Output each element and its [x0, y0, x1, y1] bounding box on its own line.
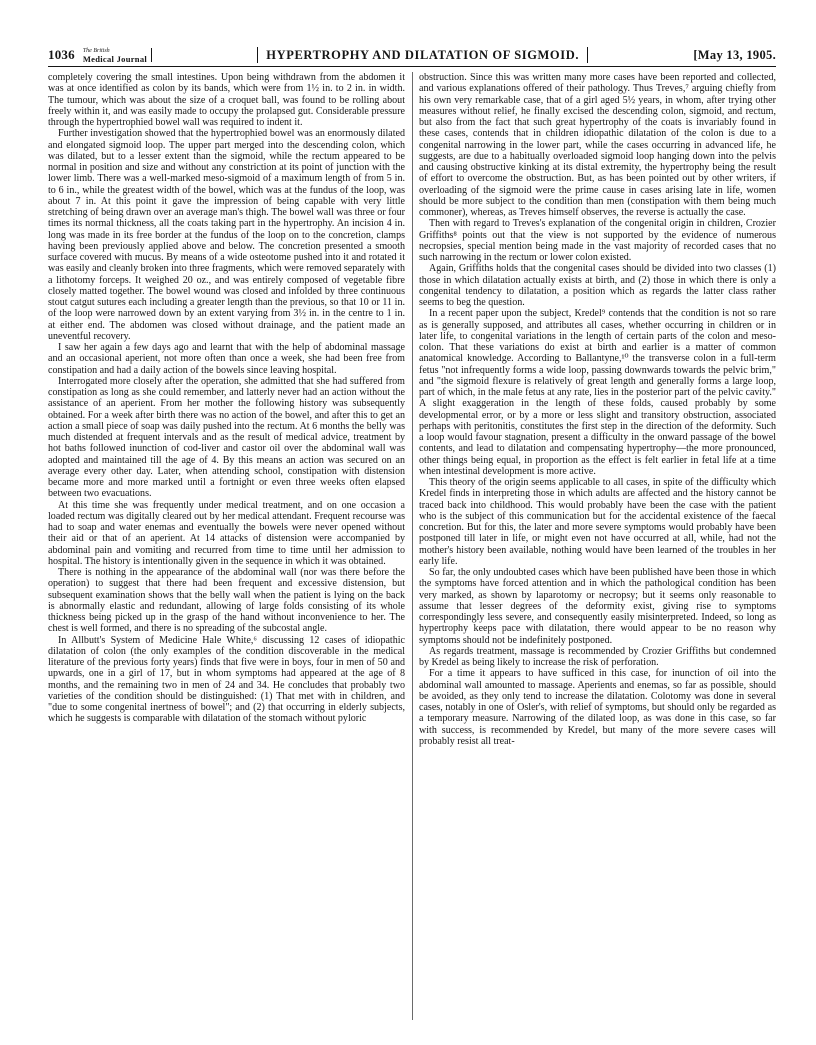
paragraph: I saw her again a few days ago and learnt that with the help of abdominal massage and an occasional aperient, not more often than once a week, she had been free from constipation and had a daily action of the bowels since leaving hospital.	[48, 342, 405, 376]
running-title: HYPERTROPHY AND DILATATION OF SIGMOID.	[257, 47, 588, 63]
paragraph: completely covering the small intestines. Upon being withdrawn from the abdomen it was at once identified as colon by its bands, which were from 1½ in. to 2 in. in width. The tumour, which was about the size of a croquet ball, was found to be rolling about freely within it, and was easily made to occupy the prolapsed gut. Considerable pressure through the hypertrophied bowel wall was required to indent it.	[48, 72, 405, 128]
column-divider	[412, 72, 413, 1020]
paragraph: Then with regard to Treves's explanation of the congenital origin in children, Crozier Griffiths⁸ points out that the view is not supported by the evidence of numerous necropsies, special mention being made in the vast majority of recorded cases that no such narrowing in the rectum or lower colon existed.	[419, 218, 776, 263]
paragraph: At this time she was frequently under medical treatment, and on one occasion a loaded rectum was digitally cleared out by her medical attendant. Frequent recourse was had to soap and water enemas and eventually the bowels were never opened without their aid or that of an aperient. At 14 attacks of distension were accompanied by abdominal pain and vomiting and recurred from time to time until her admission to hospital. The history is intentionally given in the sequence in which it was obtained.	[48, 499, 405, 567]
left-column	[48, 72, 405, 1022]
paragraph: Interrogated more closely after the operation, she admitted that she had suffered from constipation as long as she could remember, and latterly never had an action without the assistance of an aperient. From her mother the following history was subsequently obtained. For a week after birth there was no action of the bowel, and after this to get an action a small piece of soap was daily pushed into the rectum. At 6 months the belly was much distended at frequent intervals and as the result of medical advice, treatment by hot baths followed inunction of cod-liver and castor oil over the abdominal wall was adopted and maintained till the age of 4. By this means an action was secured on an average every other day. Later, when attending school, constipation with distension became more and more marked until a fortnight or even three weeks often elapsed between two evacuations.	[48, 375, 405, 500]
journal-mark-big: Medical Journal	[82, 54, 148, 64]
paragraph: obstruction. Since this was written many more cases have been reported and collected, and various explanations offered of their pathology. Thus Treves,⁷ arguing chiefly from his own very remarkable case, that of a girl aged 5½ years, in whom, after trying other measures without relief, he finally excised the descending colon, sigmoid, and rectum, but also from the fact that such great hypertrophy of the coats is invariably found in these cases, contends that in children idiopathic dilatation of the colon is due to a congenital narrowing in the lower part, while the cases occurring in advanced life, he suggests, are due to a habitually overloaded sigmoid loop hanging down into the pelvis and causing obstructive kinking at its distal extremity, the hypertrophy being the result of effort to overcome the obstruction. But, as has been pointed out by other writers, if overloading of the sigmoid were the prime cause in cases arising late in life, women should be more subject to the condition than men (constipation with them being much commoner), whereas, as Treves himself observes, the reverse is actually the case.	[419, 72, 776, 218]
paragraph: Again, Griffiths holds that the congenital cases should be divided into two classes (1) those in which dilatation actually exists at birth, and (2) those in which there is only a congenital tendency to dilatation, a position which as regards the latter class rather seems to beg the question.	[419, 263, 776, 308]
page-number: 1036	[48, 47, 75, 62]
page-header	[48, 44, 776, 67]
paragraph: As regards treatment, massage is recommended by Crozier Griffiths but condemned by Kredel as being likely to increase the risk of perforation.	[419, 645, 776, 668]
journal-masthead-mark	[83, 48, 152, 62]
paragraph: In a recent paper upon the subject, Kredel⁹ contends that the condition is not so rare as is generally supposed, and attributes all cases, whether occurring in children or in later life, to congenital variations in the length of certain parts of the colon and meso-colon. That these variations do exist at birth and earlier is a matter of common anatomical knowledge. According to Ballantyne,¹⁰ the transverse colon in a full-term fetus "not infrequently forms a wide loop, passing downwards towards the pelvic brim," and "the sigmoid flexure is relatively of great length and generally forms a large loop, part of which, in the male fetus at any rate, lies in the posterior part of the pelvic cavity." A slight exaggeration in the length of these folds, caused probably by some developmental error, or by a more or less slight and transitory obstruction, associated perhaps with peritonitis, constitutes the first step in the direction of the deformity. Such a loop would favour stagnation, present a difficulty in the onward passage of the bowel contents, and lead to dilatation and compensating hypertrophy—the more pronounced, other things being equal, in proportion as the effect is felt earlier in fetal life at a time when intestinal development is more active.	[419, 308, 776, 477]
right-column	[419, 72, 776, 1022]
paragraph: In Allbutt's System of Medicine Hale White,⁶ discussing 12 cases of idiopathic dilatation of colon (the only examples of the condition discoverable in the medical literature of the previous forty years) finds that five were in boys, four in men of 50 and upwards, one in a girl of 17, but in whom symptoms had appeared at the age of 8 months, and the remaining two in men of 24 and 34. He concludes that probably two varieties of the condition should be distinguished: (1) That met with in children, and "due to some congenital inertness of bowel"; and (2) that occurring in elderly subjects, which he suggests is comparable with dilatation of the stomach without pyloric	[48, 634, 405, 725]
issue-date: [May 13, 1905.	[693, 47, 776, 62]
paragraph: This theory of the origin seems applicable to all cases, in spite of the difficulty which Kredel finds in interpreting those in which adults are affected and the history cannot be traced back into childhood. This would probably have been the case with the patient who is the subject of this communication but for the accidental existence of the faecal concretion. But for this, the later and more severe symptoms would probably have been postponed till later in life, or might even not have occurred at all, while, had not the mother's history been available, nothing would have been learned of the troubles in her early life.	[419, 477, 776, 567]
journal-mark-small: The British	[82, 48, 110, 54]
paragraph: There is nothing in the appearance of the abdominal wall (nor was there before the operation) to suggest that there had been frequent and excessive distension, but subsequent examination shows that the belly wall when the patient is lying on the back is abnormally elastic and redundant, allowing of large folds consisting of its whole thickness being picked up in the grasp of the hand without inconvenience to her. The chest is well formed, and there is no spreading of the subcostal angle.	[48, 567, 405, 635]
paragraph: For a time it appears to have sufficed in this case, for inunction of oil into the abdominal wall amounted to massage. Aperients and enemas, so far as possible, should be avoided, as they only tend to increase the dilatation. Colotomy was done in several cases, notably in one of Osler's, with relief of symptoms, but should only be regarded as a temporary measure. Narrowing of the dilated loop, as was done in this case, so far with success, is recommended by Kredel, but many of the more severe cases will probably resist all treat-	[419, 668, 776, 747]
header-left	[48, 47, 152, 63]
paragraph: So far, the only undoubted cases which have been published have been those in which the symptoms have forced attention and in which the pathological condition has been very marked, as shown by laparotomy or necropsy; but it seems only reasonable to assume that lesser degrees of the deformity exist, giving rise to symptoms correspondingly less severe, and consequently easily misinterpreted. Indeed, so long as hypertrophy keeps pace with dilatation, there would appear to be no reason why symptoms should not be indefinitely postponed.	[419, 567, 776, 646]
paragraph: Further investigation showed that the hypertrophied bowel was an enormously dilated and elongated sigmoid loop. The upper part merged into the descending colon, which was dilated, but to a lesser extent than the sigmoid, while the rectum appeared to be normal in position and size and without any constriction at its point of junction with the lower limb. There was a well-marked meso-sigmoid of a maximum length of from 5 in. to 6 in., while the greatest width of the bowel, which was at the fundus of the loop, was about 7 in. At this point it gave the impression of being capable with very little stretching of being drawn over an average man's thigh. The bowel wall was three or four times its normal thickness, all the coats taking part in the hypertrophy. An incision 4 in. long was made in its free border at the fundus of the loop on to the concretion, clamps having been previously applied above and below. The concretion presented a smooth surface covered with mucus. By means of a wide osteotome pushed into it and rotated it was easily and cleanly broken into three fragments, which were removed separately with a lithotomy forceps. It weighed 20 oz., and was entirely composed of vegetable fibre closely matted together. The bowel wound was closed and infolded by three continuous stout catgut sutures each including a greater length than the previous, so that 10 or 11 in. of the loop were narrowed down by an extent varying from 3½ in. in the centre to 1 in. at either end. The abdomen was closed without drainage, and the patient made an uneventful recovery.	[48, 128, 405, 342]
